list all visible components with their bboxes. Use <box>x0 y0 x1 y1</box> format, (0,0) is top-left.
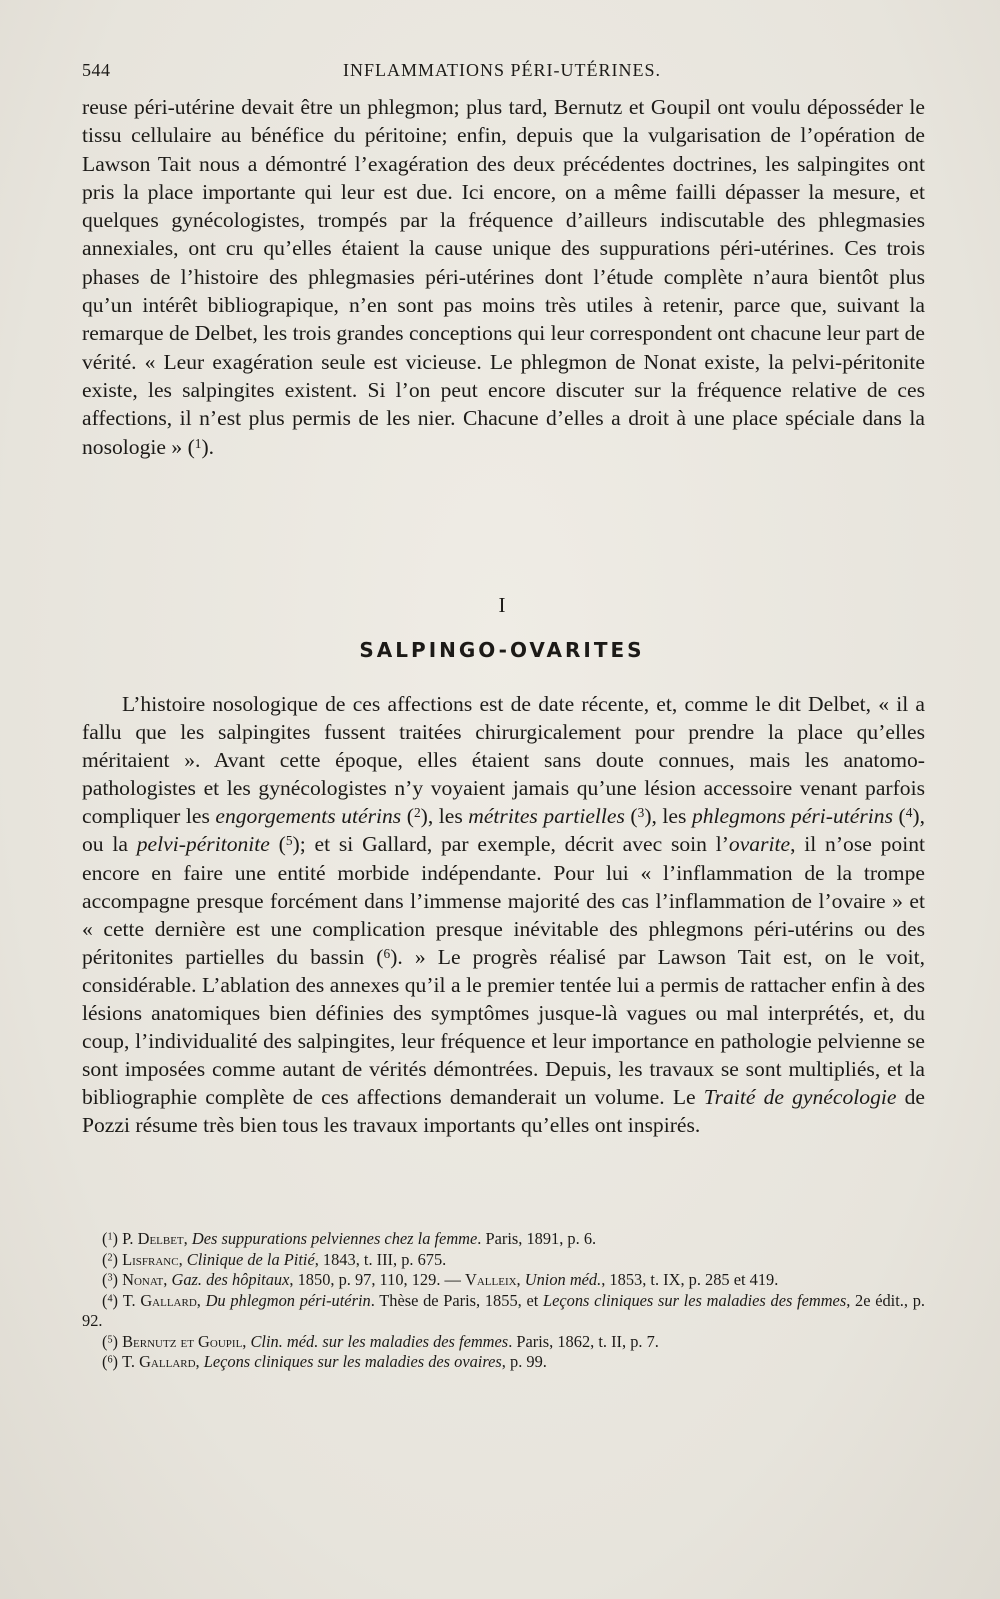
footnote-ref-1: 1 <box>194 435 202 451</box>
footnote-ref-4: 4 <box>905 805 913 821</box>
intro-text-b: ). <box>201 434 215 459</box>
footnote-text: . Paris, 1891, p. 6. <box>477 1229 597 1248</box>
footnote-title: Leçons cliniques sur les maladies des ovaires <box>203 1352 502 1371</box>
italic-term: Traité de gynécologie <box>703 1085 897 1110</box>
footnote-text: . Thèse de Paris, 1855, et <box>370 1290 543 1310</box>
footnote-text: , <box>178 1249 187 1269</box>
main-text: , ou la <box>82 804 925 857</box>
footnote-author: P. Delbet <box>122 1229 184 1248</box>
italic-term: métrites partielles <box>468 804 625 829</box>
footnotes <box>82 1229 925 1373</box>
main-text: de Pozzi résume très bien tous les travaux importants qu’elles ont inspirés. <box>82 1085 926 1138</box>
footnote-marker: 6 <box>107 1354 113 1366</box>
footnote-author: Valleix <box>465 1270 517 1289</box>
footnote-title: Du phlegmon péri-utérin <box>205 1290 371 1310</box>
footnote-author: Nonat <box>122 1270 164 1289</box>
footnote-marker: 3 <box>107 1272 113 1284</box>
main-text: , il n’ose point encore en faire une entité morbide indépendante. Pour lui « l’inflammation de la trompe accompagne presque forcément dans l’immense majorité des cas l’inflammation de l’ovaire » et « cette dernière est une complication presque inévitable des phlegmons péri-utérins ou des péritonites partielles du bassin ( <box>82 832 925 969</box>
footnote-text: , <box>183 1229 192 1248</box>
section-title: SALPINGO-OVARITES <box>359 638 645 662</box>
footnote-6: ($^6$) T. Gallard, Leçons cliniques sur les maladies des ovaires, p. 99. <box>102 1352 547 1371</box>
footnote-title: Union méd. <box>524 1270 602 1289</box>
italic-term: engorgements utérins <box>215 804 402 829</box>
intro-text-a: reuse péri-utérine devait être un phlegmon; plus tard, Bernutz et Goupil ont voulu déposséder le tissu cellulaire au bénéfice du péritoine; enfin, depuis que la vulgarisation de l’opération de Lawson Tait nous a démontré l’exagération des deux précédentes doctrines, les salpingites ont pris la place importante qui leur est due. Ici encore, on a même failli dépasser la mesure, et quelques gynécologistes, trompés par la fréquence d’ailleurs indiscutable des phlegmasies annexiales, ont cru qu’elles étaient la cause unique des suppurations péri-utérines. Ces trois phases de l’histoire des phlegmasies péri-utérines dont l’étude complète n’aura bientôt plus qu’un intérêt bibliograpique, n’en sont pas moins très utiles à retenir, parce que, suivant la remarque de Delbet, les trois grandes conceptions qui leur correspondent ont chacune leur part de vérité. « Leur exagération seule est vicieuse. Le phlegmon de Nonat existe, la pelvi-péritonite existe, les salpingites existent. Si l’on peut encore discuter sur la fréquence relative de ces affections, il n’est plus permis de les nier. Chacune d’elles a droit à une place spéciale dans la nosologie » ( <box>82 95 925 459</box>
intro-paragraph <box>82 93 925 461</box>
footnote-text: , 2e édit., p. 92. <box>82 1290 925 1330</box>
running-title: INFLAMMATIONS PÉRI-UTÉRINES. <box>342 60 661 80</box>
footnote-3: ($^3$) Nonat, Gaz. des hôpitaux, 1850, p. 97, 110, 129. — Valleix, Union méd., 1853, t. IX, p. 285 et 419. <box>102 1270 779 1289</box>
footnote-text: , <box>195 1352 204 1371</box>
footnote-ref-2: 2 <box>413 805 421 821</box>
footnote-marker: 5 <box>107 1333 113 1345</box>
footnote-4: ($^4$) T. Gallard, Du phlegmon péri-utérin. Thèse de Paris, 1855, et Leçons cliniques sur les maladies des femmes, 2e édit., p. 92. <box>82 1290 925 1330</box>
main-text: , les <box>427 804 469 829</box>
footnote-text: , <box>163 1270 172 1289</box>
footnote-author: T. Gallard <box>122 1290 197 1310</box>
footnote-title: Gaz. des hôpitaux <box>171 1270 290 1289</box>
italic-term: phlegmons péri-utérins <box>691 804 893 829</box>
footnote-marker: 2 <box>107 1251 113 1263</box>
main-text: ). » Le progrès réalisé par Lawson Tait est, on le voit, considérable. L’ablation des annexes qu’il a le premier tentée lui a permis de rattacher enfin à des lésions anatomiques bien définies des symptômes jusque-là vagues ou mal interprétés, et, du coup, l’individualité des salpingites, leur fréquence et leur importance en pathologie pelvienne se sont imposées comme autant de vérités démontrées. Depuis, les travaux se sont multipliés, et la bibliographie complète de ces affections demanderait un volume. Le <box>82 944 925 1110</box>
footnote-title: Clin. méd. sur les maladies des femmes <box>250 1331 509 1351</box>
main-text: ; et si Gallard, par exemple, décrit avec soin l’ <box>299 832 729 857</box>
italic-term: pelvi-péritonite <box>136 832 270 857</box>
footnote-author: Lisfranc <box>122 1249 179 1269</box>
footnote-text: , p. 99. <box>501 1352 547 1371</box>
footnote-2: ($^2$) Lisfranc, Clinique de la Pitié, 1843, t. III, p. 675. <box>102 1249 447 1269</box>
main-text: , les <box>651 804 692 829</box>
footnote-title: Clinique de la Pitié <box>186 1249 315 1269</box>
footnote-author: Bernutz et Goupil <box>122 1331 243 1351</box>
footnote-text: . Paris, 1862, t. II, p. 7. <box>508 1331 659 1351</box>
footnote-title: Leçons cliniques sur les maladies des femmes <box>542 1290 847 1310</box>
footnote-ref-6: 6 <box>383 945 391 961</box>
footnote-ref-5: 5 <box>285 833 293 849</box>
footnote-1: ($^1$) P. Delbet, Des suppurations pelviennes chez la femme. Paris, 1891, p. 6. <box>102 1229 597 1248</box>
footnote-text: , <box>242 1331 251 1351</box>
footnote-ref-3: 3 <box>637 805 645 821</box>
footnote-text: , <box>516 1270 525 1289</box>
footnote-text: , 1853, t. IX, p. 285 et 419. <box>601 1270 779 1289</box>
main-paragraph: L’histoire nosologique de ces affections est de date récente, et, comme le dit Delbet, « il a fallu que les salpingites fussent traitées chirurgicalement pour prendre la place qu’elles méritaient ». Avant cette époque, elles étaient sans doute connues, mais les anatomo-pathologistes et les gynécologistes n’y voyaient jamais qu’une lésion accessoire venant parfois compliquer les engorgements utérins ($^2$), les métrites partielles ($^3$), les phlegmons péri-utérins ($^4$), ou la pelvi-péritonite ($^5$); et si Gallard, par exemple, décrit avec soin l’ovarite, il n’ose point encore en faire une entité morbide indépendante. Pour lui « l’inflammation de la trompe accompagne presque forcément dans l’immense majorité des cas l’inflammation de l’ovaire » et « cette dernière est une complication presque inévitable des phlegmons péri-utérins ou des péritonites partielles du bassin ($^6$). » Le progrès réalisé par Lawson Tait est, on le voit, considérable. L’ablation des annexes qu’il a le premier tentée lui a permis de rattacher enfin à des lésions anatomiques bien définies des symptômes jusque-là vagues ou mal interprétés, et, du coup, l’individualité des salpingites, leur fréquence et leur importance en pathologie pelvienne se sont imposées comme autant de vérités démontrées. Depuis, les travaux se sont multipliés, et la bibliographie complète de ces affections demanderait un volume. Le Traité de gynécologie de Pozzi résume très bien tous les travaux importants qu’elles ont inspirés. <box>82 692 926 1138</box>
footnote-title: Des suppurations pelviennes chez la femme <box>191 1229 478 1248</box>
footnote-marker: 4 <box>107 1292 113 1304</box>
footnote-5: ($^5$) Bernutz et Goupil, Clin. méd. sur les maladies des femmes. Paris, 1862, t. II, p. 7. <box>102 1331 659 1351</box>
section-number: I <box>498 593 506 617</box>
footnote-text: , 1850, p. 97, 110, 129. — <box>289 1270 465 1289</box>
italic-term: ovarite <box>728 832 791 857</box>
footnote-author: T. Gallard <box>122 1352 196 1371</box>
footnote-marker: 1 <box>107 1231 113 1243</box>
page-number: 544 <box>82 60 111 80</box>
main-text: L’histoire nosologique de ces affections est de date récente, et, comme le dit Delbet, « il a fallu que les salpingites fussent traitées chirurgicalement pour prendre la place qu’elles méritaient ». Avant cette époque, elles étaient sans doute connues, mais les anatomo-pathologistes et les gynécologistes n’y voyaient jamais qu’une lésion accessoire venant parfois compliquer les <box>82 692 925 829</box>
footnote-text: , 1843, t. III, p. 675. <box>314 1249 447 1269</box>
footnote-text: , <box>196 1290 206 1310</box>
